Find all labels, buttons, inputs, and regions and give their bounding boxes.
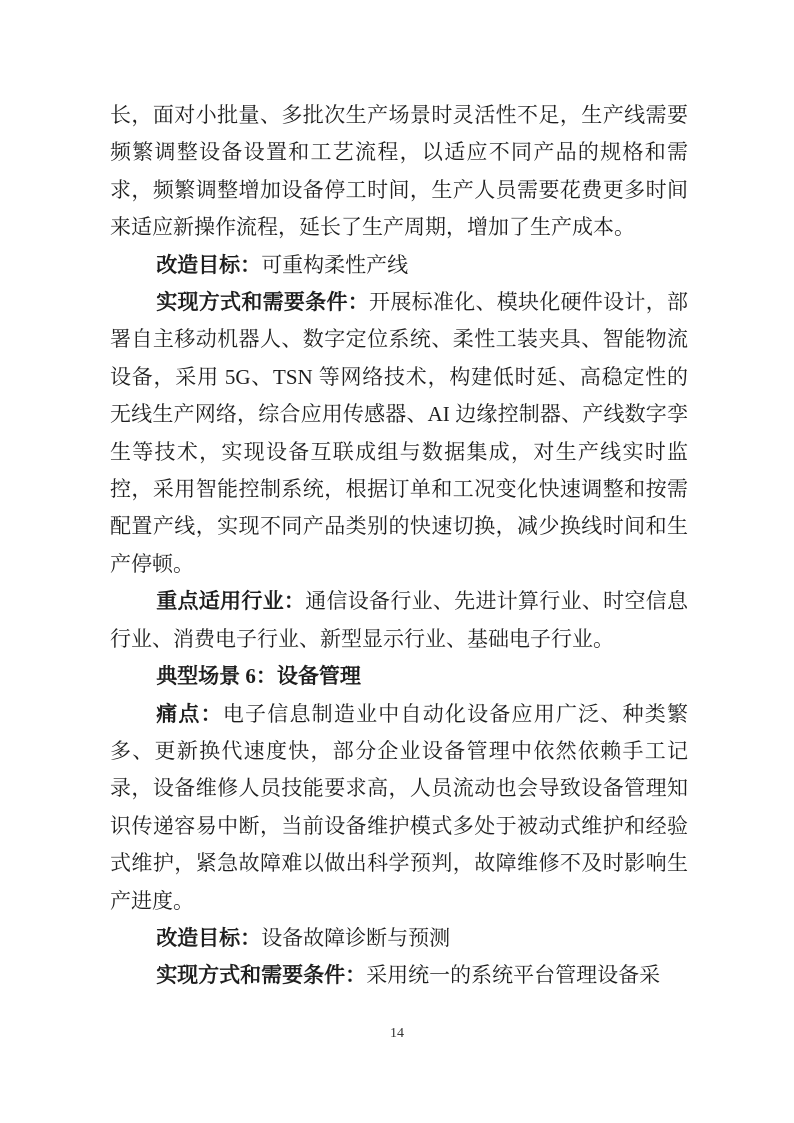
paragraph <box>110 920 688 957</box>
paragraph-text: 开展标准化、模块化硬件设计，部署自主移动机器人、数字定位系统、柔性工装夹具、智能物流设备，采用 5G、TSN 等网络技术，构建低时延、高稳定性的无线生产网络，综合应用传感器、AI 边缘控制器、产线数字孪生等技术，实现设备互联成组与数据集成，对生产线实时监控，采用智能控制系统，根据订单和工况变化快速调整和按需配置产线，实现不同产品类别的快速切换，减少换线时间和生产停顿。 <box>110 290 689 576</box>
document-body <box>110 97 688 995</box>
paragraph <box>110 957 688 994</box>
paragraph-text: 通信设备行业、先进计算行业、时空信息行业、消费电子行业、新型显示行业、基础电子行业。 <box>110 589 689 651</box>
paragraph-label: 实现方式和需要条件： <box>156 963 367 988</box>
paragraph-label: 重点适用行业： <box>156 589 306 614</box>
paragraph-label: 实现方式和需要条件： <box>156 290 370 315</box>
paragraph <box>110 284 688 583</box>
paragraph-text: 长，面对小批量、多批次生产场景时灵活性不足，生产线需要频繁调整设备设置和工艺流程，以适应不同产品的规格和需求，频繁调整增加设备停工时间，生产人员需要花费更多时间来适应新操作流程，延长了生产周期，增加了生产成本。 <box>110 103 688 240</box>
page-footer <box>0 1024 794 1044</box>
paragraph-text: 电子信息制造业中自动化设备应用广泛、种类繁多、更新换代速度快，部分企业设备管理中依然依赖手工记录，设备维修人员技能要求高，人员流动也会导致设备管理知识传递容易中断，当前设备维护模式多处于被动式维护和经验式维护，紧急故障难以做出科学预判，故障维修不及时影响生产进度。 <box>110 701 689 913</box>
paragraph-label: 痛点： <box>156 701 223 726</box>
paragraph-label: 改造目标： <box>156 925 262 950</box>
paragraph-text: 可重构柔性产线 <box>261 252 409 277</box>
paragraph <box>110 696 688 920</box>
paragraph <box>110 583 688 658</box>
paragraph-text: 采用统一的系统平台管理设备采 <box>366 963 661 988</box>
paragraph-text: 设备故障诊断与预测 <box>261 925 451 950</box>
paragraph-label: 典型场景 6：设备管理 <box>156 664 361 689</box>
paragraph-label: 改造目标： <box>156 252 262 277</box>
page-number: 14 <box>390 1026 404 1041</box>
paragraph <box>110 247 688 284</box>
paragraph <box>110 658 688 695</box>
paragraph <box>110 97 688 247</box>
